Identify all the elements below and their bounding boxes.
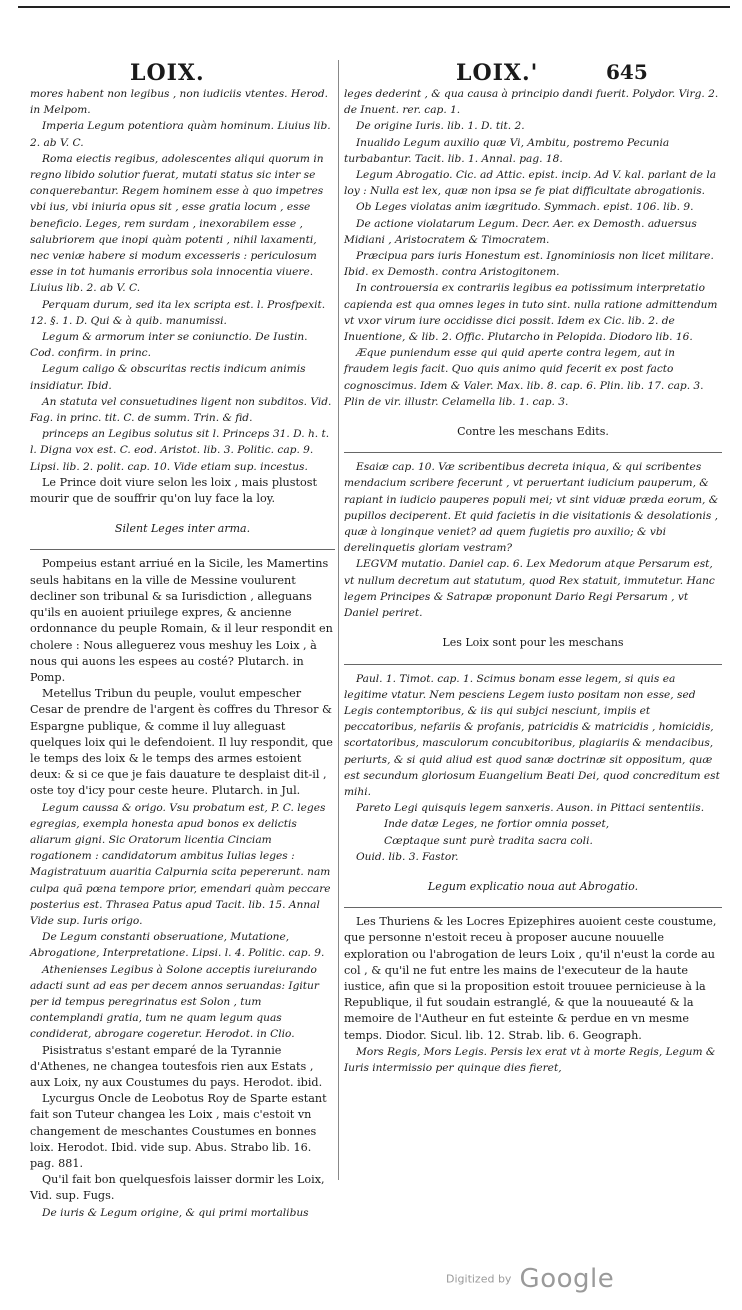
left-para-14: Athenienses Legibus à Solone acceptis iureiurando adacti sunt ad eas per decem annos seruandas: Igitur per id tempus peregrinatus est Solon , tum contemplandi gratia, tum ne quam legum quas condiderat, abrogare cogeretur. Herodot. in Clio. [30,963,319,1041]
left-para-17: Qu'il fait bon quelquesfois laisser dormir les Loix, Vid. sup. Fugs. [30,1173,325,1203]
right-para-3: Inualido Legum auxilio quæ Vi, Ambitu, postremo Pecunia turbabantur. Tacit. lib. 1. Annal. pag. 18. [344,136,670,165]
section-heading-meschans-edits: Contre les meschans Edits. [457,425,609,439]
top-rule [18,6,730,8]
verse-line-1: Inde datæ Leges, ne fortior omnia posset, [384,818,610,831]
column-divider [338,60,339,1180]
left-column [30,86,335,1221]
right-para-11: LEGVM mutatio. Daniel cap. 6. Lex Medorum atque Persarum est, vt nullum decretum aut statutum, quod Rex statuit, immutetur. Hanc legem Principes & Satrapæ proponunt Dario Regi Persarum , vt Daniel periret. [344,558,715,620]
right-para-10: Esaiæ cap. 10. Væ scribentibus decreta iniqua, & qui scribentes mendacium scribere fecerunt , vt peruertant iudicium pauperum, & rapiant in iudicio pauperes populi mei; vt sint viduæ præda eorum, & pupillos deciperent. Et quid facietis in die visitationis & desolationis , quæ à longinque veniet? ad quem fugietis pro auxilio; & vbi derelinquetis gloriam vestram? [344,461,719,555]
right-para-8: In controuersia ex contrariis legibus ea potissimum interpretatio capienda est qua omnes leges in tuto sint. nulla ratione admittendum vt vxor virum iure occidisse dici possit. Idem ex Cic. lib. 2. de Inuentione, & lib. 2. Offic. Plutarcho in Pelopida. Diodoro lib. 16. [344,282,718,344]
right-para-9: Æque puniendum esse qui quid aperte contra legem, aut in fraudem legis facit. Quo quis animo quid fecerit ex post facto cognoscimus. Idem & Valer. Max. lib. 8. cap. 6. Plin. lib. 17. cap. 3. Plin de vir. illustr. Celamella lib. 1. cap. 3. [344,347,704,408]
left-para-18: De iuris & Legum origine, & qui primi mortalibus [42,1206,309,1219]
left-para-7: An statuta vel consuetudines ligent non subditos. Vid. Fag. in princ. tit. C. de summ. Trin. & fid. [30,395,332,425]
section-rule [344,664,722,665]
right-para-12: Paul. 1. Timot. cap. 1. Scimus bonam esse legem, si quis ea legitime vtatur. Nem pesciens Legem iusto positam non esse, sed Legis contemptoribus, & iis qui subjci nesciunt, impiis et peccatoribus, nefariis & profanis, patricidis & matricidis , homicidis, scortatoribus, masculorum concubitoribus, plagiariis & mendacibus, periurts, & si quid aliud est quod sanæ doctrinæ sit oppositum, quæ est secundum gloriosum Euangelium Beati Dei, quod concreditum est mihi. [344,672,720,798]
left-para-16: Lycurgus Oncle de Leobotus Roy de Sparte estant fait son Tuteur changea les Loix , mais c'estoit vn changement de meschantes Coustumes en bonnes loix. Herodot. Ibid. vide sup. Abus. Strabo lib. 16. pag. 881. [30,1092,327,1170]
left-para-2: Imperia Legum potentiora quàm hominum. Liuius lib. 2. ab V. C. [30,120,331,149]
section-rule [344,452,722,453]
section-heading-legum-explicatio: Legum explicatio noua aut Abrogatio. [427,879,639,893]
left-para-1: mores habent non legibus , non iudiciis vtentes. Herod. in Melpom. [30,88,328,117]
right-para-5: Ob Leges violatas anim iægritudo. Symmach. epist. 106. lib. 9. [356,201,694,214]
section-rule [30,549,335,550]
page-number: 645 [606,60,648,84]
google-logo: Google [519,1264,615,1294]
left-para-6: Legum caligo & obscuritas rectis indicum animis insidiatur. Ibid. [30,363,306,392]
right-para-13: Pareto Legi quisquis legem sanxeris. Auson. in Pittaci sententiis. [356,802,705,815]
left-para-10: Pompeius estant arriué en la Sicile, les Mamertins seuls habitans en la ville de Messine voulurent decliner son tribunal & sa Iurisdiction , alleguans qu'ils en auoient priuilege expres, & ancienne ordonnance du peuple Romain, & il leur respondit en cholere : Nous alleguerez vous meshuy les Loix , à nous qui auons les espees au costé? Plutarch. in Pomp. [30,557,333,684]
left-para-13: De Legum constanti obseruatione, Mutatione, Abrogatione, Interpretatione. Lipsi. l. 4. Politic. cap. 9. [30,931,325,960]
right-column [344,86,722,1076]
left-para-4: Perquam durum, sed ita lex scripta est. l. Prosfpexit. 12. §. 1. D. Qui & à quib. manumissi. [30,298,326,327]
right-para-14: Les Thuriens & les Locres Epizephires auoient ceste coustume, que personne n'estoit receu à proposer aucune nouuelle exploration ou l'abrogation de leurs Loix , qu'il n'eust la corde au col , & qu'il ne fut entre les mains de l'executeur de la haute iustice, afin que si la proposition estoit trouuee pernicieuse à la Republique, il fut soudain estranglé, & que la nouueauté & la memoire de l'Autheur en fut esteinte & perdue en vn mesme temps. Diodor. Sicul. lib. 12. Strab. lib. 6. Geograph. [344,915,717,1042]
verse-line-2: Cœptaque sunt purè tradita sacra coli. [384,834,593,847]
left-para-11: Metellus Tribun du peuple, voulut empescher Cesar de prendre de l'argent ès coffres du Thresor & Espargne publique, & comme il luy alleguast quelques loix qui le defendoient. Il luy respondit, que le temps des loix & le temps des armes estoient deux: & si ce que je fais dauature te desplaist dit-il , oste toy d'icy pour ceste heure. Plutarch. in Jul. [30,687,333,798]
left-running-head: LOIX. [130,60,205,86]
digitization-watermark [446,1264,614,1294]
left-para-8: princeps an Legibus solutus sit l. Princeps 31. D. h. t. l. Digna vox est. C. eod. Aristot. lib. 3. Politic. cap. 9. Lipsi. lib. 2. polit. cap. 10. Vide etiam sup. incestus. [30,428,330,473]
right-para-1: leges dederint , & qua causa à principio dandi fuerit. Polydor. Virg. 2. de Inuent. rer. cap. 1. [344,88,719,117]
right-para-2: De origine Iuris. lib. 1. D. tit. 2. [356,120,525,133]
right-para-6: De actione violatarum Legum. Decr. Aer. ex Demosth. aduersus Midiani , Aristocratem & Timocratem. [344,217,697,246]
left-para-5: Legum & armorum inter se coniunctio. De Iustin. Cod. confirm. in princ. [30,331,308,360]
watermark-prefix: Digitized by [446,1272,512,1286]
section-heading-silent-leges: Silent Leges inter arma. [114,522,251,536]
left-para-9: Le Prince doit viure selon les loix , mais plustost mourir que de souffrir qu'on luy face la loy. [30,475,317,506]
left-para-3: Roma eiectis regibus, adolescentes aliqui quorum in regno libido solutior fuerat, mutati status sic inter se conquerebantur. Regem hominem esse à quo impetres vbi ius, vbi iniuria opus sit , esse gratia locum , esse beneficio. Leges, rem surdam , inexorabilem esse , salubriorem que inopi quàm potenti , nihil laxamenti, nec veniæ habere si modum excesseris : periculosum esse in tot humanis erroribus sola innocentia viuere. Liuius lib. 2. ab V. C. [30,152,324,295]
right-running-head: LOIX.' [456,60,539,86]
right-para-7: Præcipua pars iuris Honestum est. Ignominiosis non licet militare. Ibid. ex Demosth. contra Aristogitonem. [344,250,714,279]
section-rule [344,907,722,908]
right-para-4: Legum Abrogatio. Cic. ad Attic. epist. incip. Ad V. kal. parlant de la loy : Nulla est lex, quæ non ipsa se fe piat difficultate abrogationis. [344,169,717,198]
section-heading-loix-meschans: Les Loix sont pour les meschans [442,636,624,650]
verse-citation: Ouid. lib. 3. Fastor. [356,850,459,863]
left-para-12: Legum caussa & origo. Vsu probatum est, P. C. leges egregias, exempla honesta apud bonos ex delictis aliarum gigni. Sic Oratorum licentia Cinciam rogationem : candidatorum ambitus Iulias leges : Magistratuum auaritia Calpurnia scita pepererunt. nam culpa quã pœna tempore prior, emendari quàm peccare posterius est. Thrasea Patus apud Tacit. lib. 15. Annal Vide sup. Iuris origo. [30,801,331,927]
left-para-15: Pisistratus s'estant emparé de la Tyrannie d'Athenes, ne changea toutesfois rien aux Estats , aux Loix, ny aux Coustumes du pays. Herodot. ibid. [30,1043,323,1089]
right-para-15: Mors Regis, Mors Legis. Persis lex erat vt à morte Regis, Legum & Iuris intermissio per quinque dies fieret, [344,1045,716,1074]
